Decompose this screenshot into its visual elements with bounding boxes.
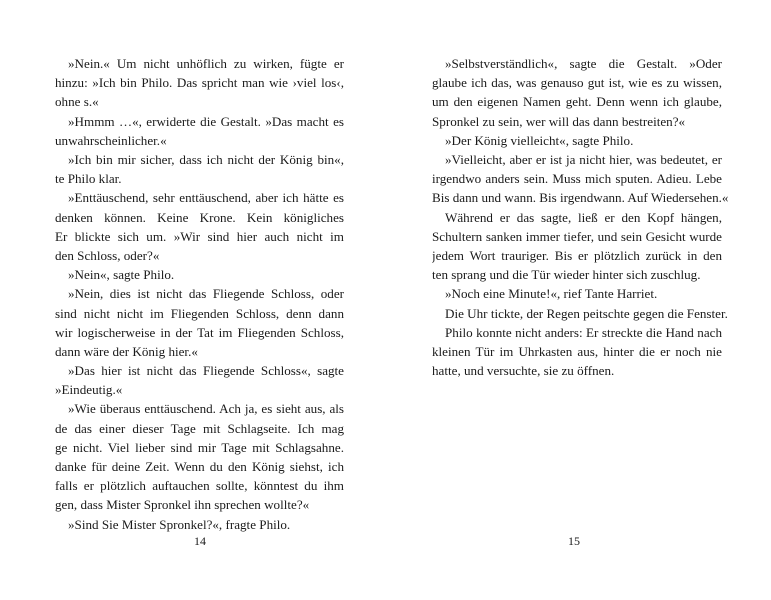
text-line: jedem Wort trauriger. Bis er plötzlich zurück in den: [432, 247, 722, 263]
text-line: um den eigenen Namen geht. Denn wenn ich glaube,: [432, 94, 722, 110]
text-line: glaube ich das, was genauso gut ist, wie es zu wissen,: [432, 75, 722, 91]
text-line: Schultern sanken immer tiefer, und sein Gesicht wurde: [432, 228, 722, 244]
text-line: kleinen Tür im Uhrkasten aus, hinter die er noch nie: [432, 343, 722, 359]
left-page-number: 14: [194, 534, 206, 548]
text-line: te Philo klar.: [55, 171, 122, 187]
text-line: den Schloss, oder?«: [55, 247, 160, 263]
text-line: »Noch eine Minute!«, rief Tante Harriet.: [445, 286, 658, 302]
text-line: Während er das sagte, ließ er den Kopf hängen,: [445, 209, 722, 225]
text-line: ten sprang und die Tür wieder hinter sich zuschlug.: [432, 267, 701, 283]
text-line: »Enttäuschend, sehr enttäuschend, aber ich hätte es: [68, 190, 344, 206]
text-line: Bis dann und wann. Bis irgendwann. Auf Wiedersehen.«: [432, 190, 729, 206]
text-line: »Eindeutig.«: [55, 382, 123, 398]
text-line: »Nein.« Um nicht unhöflich zu wirken, fügte er: [68, 56, 344, 71]
text-line: »Sind Sie Mister Spronkel?«, fragte Philo.: [68, 516, 291, 532]
text-line: unwahrscheinlicher.«: [55, 132, 167, 148]
text-line: denken können. Keine Krone. Kein königliches: [55, 209, 344, 225]
text-line: »Vielleicht, aber er ist ja nicht hier, was bedeutet, er: [445, 151, 722, 167]
text-line: Philo konnte nicht anders: Er streckte die Hand nach: [445, 324, 722, 340]
text-line: hinzu: »Ich bin Philo. Das spricht man wie ›viel los‹,: [55, 75, 344, 91]
text-line: »Nein, dies ist nicht das Fliegende Schloss, oder: [68, 286, 344, 302]
text-line: irgendwo anders sein. Muss mich sputen. Adieu. Lebe: [432, 171, 722, 187]
text-line: dann wäre der König hier.«: [55, 343, 198, 359]
text-line: Die Uhr tickte, der Regen peitschte gegen die Fenster.: [445, 305, 728, 321]
text-line: »Ich bin mir sicher, dass ich nicht der König bin«,: [68, 151, 344, 167]
text-line: »Wie überaus enttäuschend. Ach ja, es sieht aus, als: [68, 401, 344, 417]
text-line: ge nicht. Viel lieber sind mir Tage mit Schlagsahne.: [55, 439, 344, 455]
left-text-column: [55, 54, 344, 534]
text-line: Er blickte sich um. »Wir sind hier auch nicht im: [55, 228, 344, 244]
text-line: »Das hier ist nicht das Fliegende Schloss«, sagte: [68, 363, 344, 379]
text-line: de das einer dieser Tage mit Schlagseite. Ich mag: [55, 420, 344, 436]
text-line: gen, dass Mister Spronkel ihn sprechen wollte?«: [55, 497, 310, 513]
right-page-number: 15: [568, 534, 580, 548]
text-line: »Der König vielleicht«, sagte Philo.: [445, 132, 634, 148]
text-line: falls er plötzlich auftauchen sollte, könntest du ihm: [55, 478, 344, 494]
text-line: ohne s.«: [55, 94, 99, 110]
right-text-column: [432, 54, 729, 380]
text-line: »Hmmm …«, erwiderte die Gestalt. »Das macht es: [68, 113, 344, 129]
text-line: »Nein«, sagte Philo.: [68, 267, 175, 283]
text-line: Spronkel zu sein, wer will das dann bestreiten?«: [432, 113, 686, 129]
text-line: »Selbstverständlich«, sagte die Gestalt. »Oder: [445, 56, 722, 71]
text-line: sind nicht nicht im Fliegenden Schloss, denn dann: [55, 305, 344, 321]
text-line: hatte, und versuchte, sie zu öffnen.: [432, 363, 615, 379]
left-page: [0, 0, 385, 600]
text-line: wir logischerweise in der Tat im Fliegenden Schloss,: [55, 324, 344, 340]
right-page: [386, 0, 771, 600]
text-line: danke für deine Zeit. Wenn du den König siehst, ich: [55, 459, 344, 475]
